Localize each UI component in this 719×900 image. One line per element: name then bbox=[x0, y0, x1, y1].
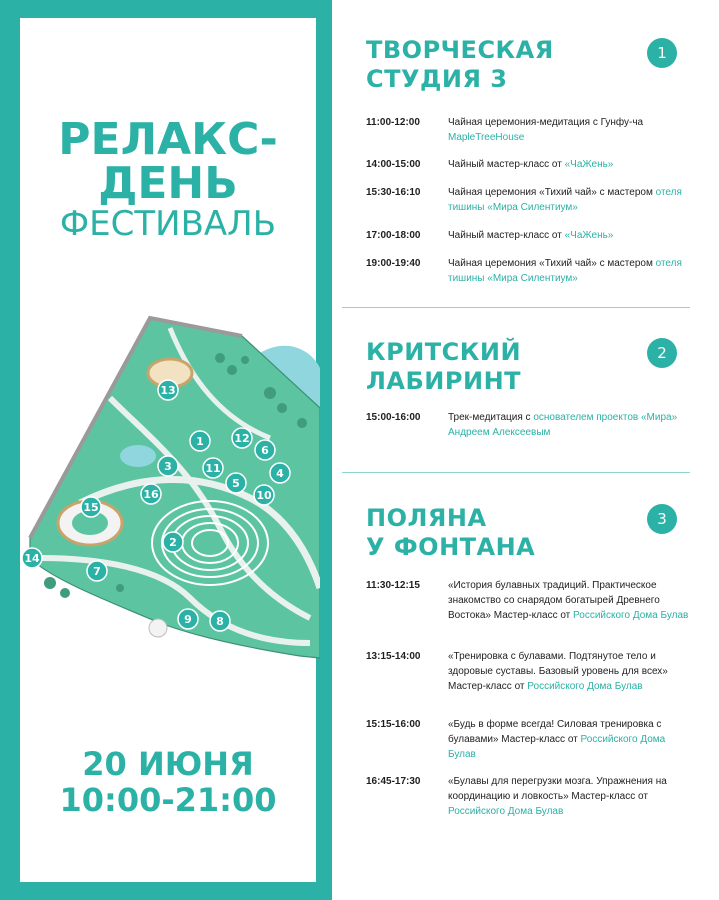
event-organizer: основателем проектов «Мира» Андреем Алексеевым bbox=[448, 412, 678, 438]
event-time: 15:30-16:10 bbox=[366, 187, 421, 198]
section-title-line: ЛАБИРИНТ bbox=[366, 367, 522, 395]
event-description: «История булавных традиций. Практическое знакомство со снарядом богатырей Древнего Востока» Мастер-класс от Российского Дома Булав bbox=[448, 580, 689, 621]
map-marker-3 bbox=[158, 456, 178, 476]
svg-text:16: 16 bbox=[143, 488, 159, 501]
event-description: Чайный мастер-класс от «ЧаЖень» bbox=[448, 230, 614, 241]
section-number-badge: 2 bbox=[647, 338, 677, 368]
event-time: 16:45-17:30 bbox=[366, 776, 421, 787]
event-description: Чайный мастер-класс от «ЧаЖень» bbox=[448, 159, 614, 170]
section-title bbox=[366, 36, 696, 94]
svg-text:15: 15 bbox=[83, 501, 99, 514]
event-time: 11:30-12:15 bbox=[366, 580, 420, 591]
event-organizer: Российского Дома Булав bbox=[527, 681, 643, 692]
map-marker-8 bbox=[210, 611, 230, 631]
svg-text:12: 12 bbox=[234, 432, 250, 445]
svg-text:1: 1 bbox=[196, 435, 204, 448]
section-number-badge: 3 bbox=[647, 504, 677, 534]
svg-text:10: 10 bbox=[256, 489, 272, 502]
event-organizer: Российского Дома Булав bbox=[448, 734, 666, 760]
section-cretan-labyrinth bbox=[366, 338, 696, 458]
event-time: 11:00-12:00 bbox=[366, 117, 420, 128]
section-divider bbox=[342, 307, 690, 308]
svg-text:2: 2 bbox=[169, 536, 177, 549]
svg-text:4: 4 bbox=[276, 467, 284, 480]
festival-subtitle: ФЕСТИВАЛЬ bbox=[59, 204, 277, 244]
map-marker-1 bbox=[190, 431, 210, 451]
event-time: 15:15-16:00 bbox=[366, 719, 421, 730]
poster-frame bbox=[0, 0, 332, 900]
section-number-badge: 1 bbox=[647, 38, 677, 68]
svg-text:8: 8 bbox=[216, 615, 224, 628]
map-marker-14 bbox=[22, 548, 42, 568]
section-title-line: КРИТСКИЙ bbox=[366, 338, 522, 366]
section-title bbox=[366, 504, 696, 562]
event-description: Трек-медитация с основателем проектов «Мира» Андреем Алексеевым bbox=[448, 412, 678, 438]
event-hours: 10:00-21:00 bbox=[59, 781, 277, 819]
title-line-1: РЕЛАКС- bbox=[58, 114, 278, 165]
map-marker-5 bbox=[226, 473, 246, 493]
map-marker-10 bbox=[254, 485, 274, 505]
svg-text:14: 14 bbox=[24, 552, 40, 565]
section-title-line: ПОЛЯНА bbox=[366, 504, 487, 532]
event-time: 14:00-15:00 bbox=[366, 159, 421, 170]
svg-text:9: 9 bbox=[184, 613, 192, 626]
event-time: 13:15-14:00 bbox=[366, 651, 421, 662]
svg-text:5: 5 bbox=[232, 477, 240, 490]
event-organizer: отеля тишины «Мира Силентиум» bbox=[448, 258, 682, 284]
event-organizer: «ЧаЖень» bbox=[564, 159, 614, 170]
svg-text:13: 13 bbox=[160, 384, 176, 397]
svg-text:11: 11 bbox=[205, 462, 221, 475]
festival-title bbox=[20, 114, 316, 209]
park-map bbox=[20, 298, 320, 668]
map-marker-6 bbox=[255, 440, 275, 460]
map-marker-11 bbox=[203, 458, 223, 478]
map-marker-2 bbox=[163, 532, 183, 552]
section-title-line: ТВОРЧЕСКАЯ bbox=[366, 36, 554, 64]
section-title bbox=[366, 338, 696, 396]
event-description: «Булавы для перегрузки мозга. Упражнения на координацию и ловкость» Мастер-класс от Российского Дома Булав bbox=[448, 776, 667, 817]
map-marker-13 bbox=[158, 380, 178, 400]
event-date: 20 ИЮНЯ bbox=[82, 745, 254, 783]
event-time: 15:00-16:00 bbox=[366, 412, 421, 423]
map-marker-4 bbox=[270, 463, 290, 483]
event-time: 19:00-19:40 bbox=[366, 258, 421, 269]
svg-text:7: 7 bbox=[93, 565, 101, 578]
section-fountain-glade bbox=[366, 504, 696, 884]
event-description: Чайная церемония «Тихий чай» с мастером отеля тишины «Мира Силентиум» bbox=[448, 258, 682, 284]
event-description: «Будь в форме всегда! Силовая тренировка с булавами» Мастер-класс от Российского Дома Булав bbox=[448, 719, 666, 760]
map-marker-12 bbox=[232, 428, 252, 448]
event-description: «Тренировка с булавами. Подтянутое тело и здоровые суставы. Базовый уровень для всех» Мастер-класс от Российского Дома Булав bbox=[448, 651, 668, 692]
event-organizer: Российского Дома Булав bbox=[448, 806, 564, 817]
event-description: Чайная церемония-медитация с Гунфу-ча MapleTreeHouse bbox=[448, 117, 644, 143]
section-creative-studio bbox=[366, 36, 696, 306]
map-marker-9 bbox=[178, 609, 198, 629]
section-title-line: У ФОНТАНА bbox=[366, 533, 536, 561]
event-organizer: отеля тишины «Мира Силентиум» bbox=[448, 187, 682, 213]
event-description: Чайная церемония «Тихий чай» с мастером отеля тишины «Мира Силентиум» bbox=[448, 187, 682, 213]
svg-text:3: 3 bbox=[164, 460, 172, 473]
event-organizer: Российского Дома Булав bbox=[573, 610, 689, 621]
event-organizer: MapleTreeHouse bbox=[448, 132, 525, 143]
title-line-2: ДЕНЬ bbox=[98, 158, 238, 209]
map-marker-7 bbox=[87, 561, 107, 581]
map-marker-16 bbox=[141, 484, 161, 504]
section-divider bbox=[342, 472, 690, 473]
section-title-line: СТУДИЯ 3 bbox=[366, 65, 508, 93]
map-marker-15 bbox=[81, 497, 101, 517]
dome-building bbox=[149, 619, 167, 637]
poster-panel bbox=[20, 18, 316, 882]
event-time: 17:00-18:00 bbox=[366, 230, 421, 241]
svg-text:6: 6 bbox=[261, 444, 269, 457]
pond bbox=[120, 445, 156, 467]
event-organizer: «ЧаЖень» bbox=[564, 230, 614, 241]
